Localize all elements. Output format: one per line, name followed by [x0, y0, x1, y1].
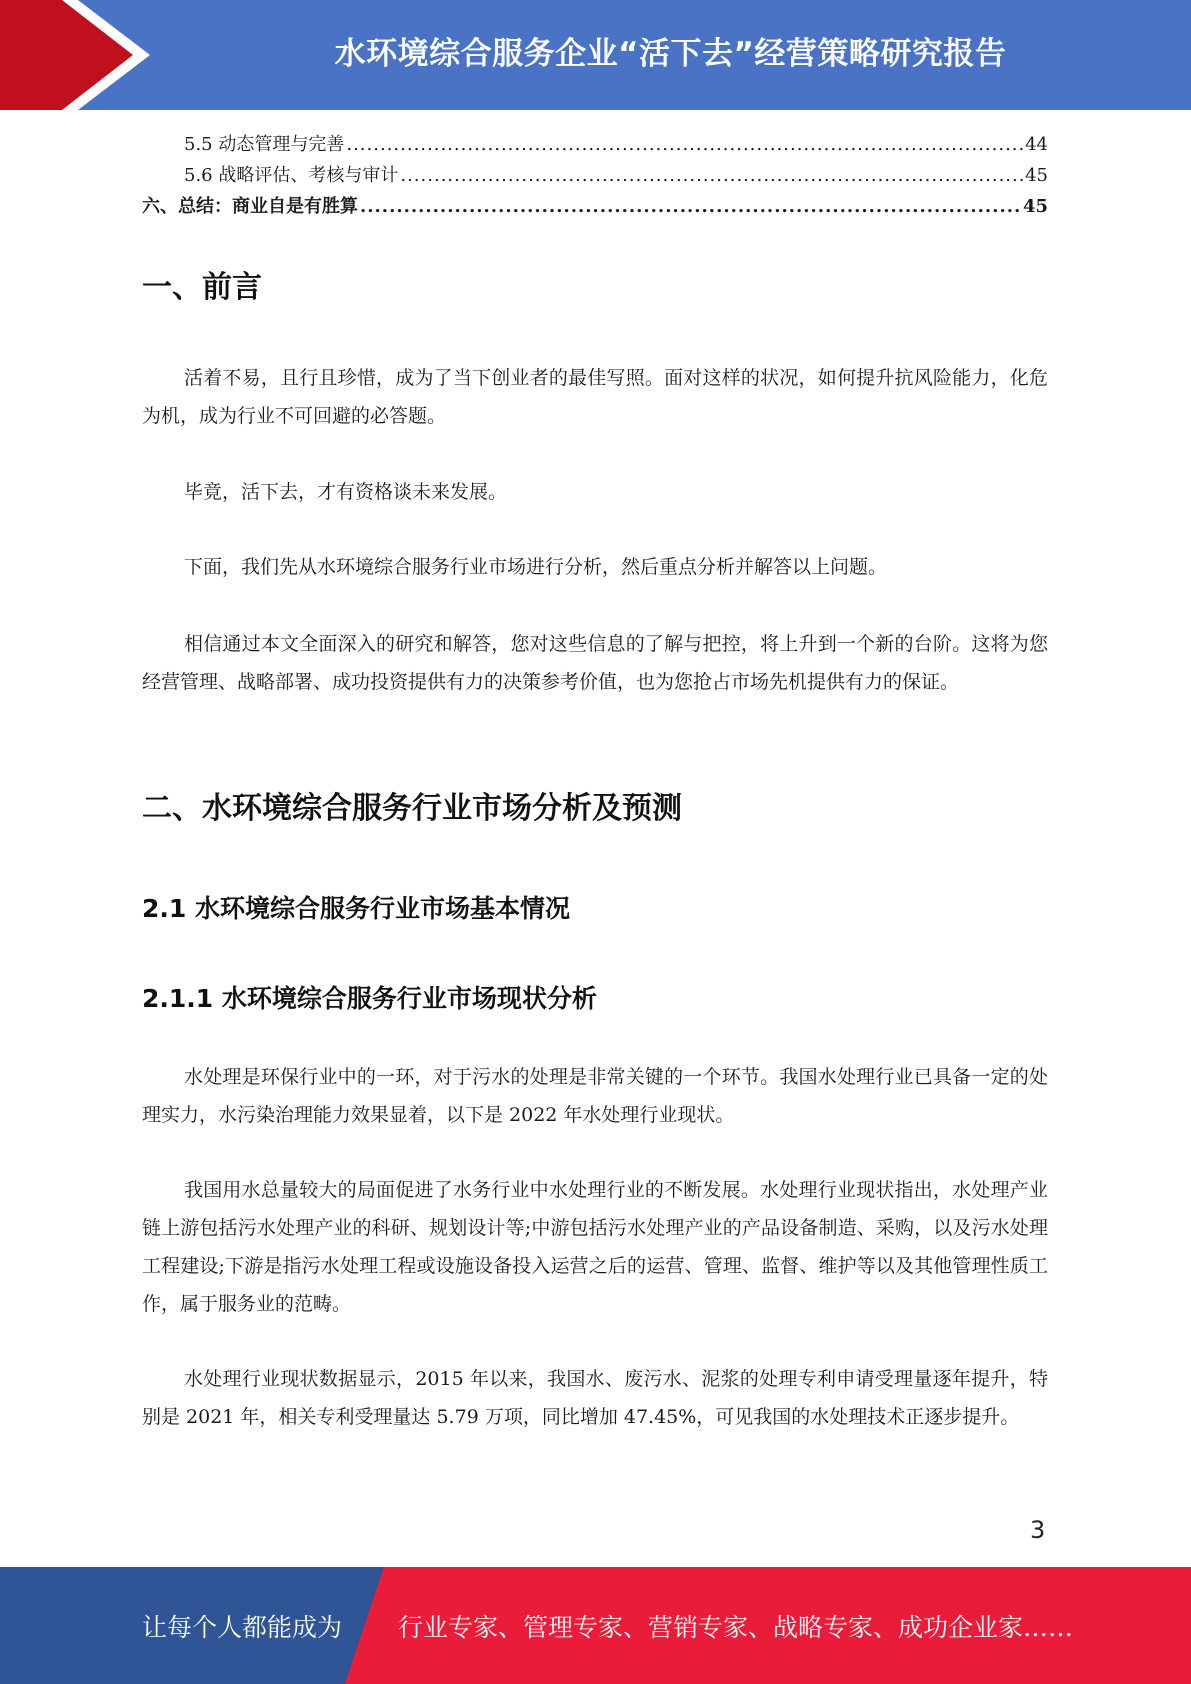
toc-item[interactable]: [142, 130, 1048, 161]
toc-item-page: 45: [1022, 196, 1048, 217]
toc-item[interactable]: [142, 161, 1048, 192]
paragraph: 相信通过本文全面深入的研究和解答，您对这些信息的了解与把控，将上升到一个新的台阶。这将为您经营管理、战略部署、成功投资提供有力的决策参考价值，也为您抢占市场先机提供有力的保证。: [142, 633, 1048, 693]
subsection-heading: 2.1 水环境综合服务行业市场基本情况: [142, 894, 570, 923]
subsubsection-heading: 2.1.1 水环境综合服务行业市场现状分析: [142, 984, 597, 1013]
toc-leader: [400, 165, 1023, 186]
footer-band: [0, 1567, 1191, 1684]
section-heading-market: 二、水环境综合服务行业市场分析及预测: [142, 791, 682, 826]
paragraph: 毕竟，活下去，才有资格谈未来发展。: [184, 481, 508, 503]
paragraph: 我国用水总量较大的局面促进了水务行业中水处理行业的不断发展。水处理行业现状指出，水处理产业链上游包括污水处理产业的科研、规划设计等;中游包括污水处理产业的产品设备制造、采购，以及污水处理工程建设;下游是指污水处理工程或设施设备投入运营之后的运营、管理、监督、维护等以及其他管理性质工作，属于服务业的范畴。: [142, 1179, 1048, 1315]
paragraph: 水处理是环保行业中的一环，对于污水的处理是非常关键的一个环节。我国水处理行业已具备一定的处理实力，水污染治理能力效果显着，以下是 2022 年水处理行业现状。: [142, 1066, 1048, 1126]
paragraph: 活着不易，且行且珍惜，成为了当下创业者的最佳写照。面对这样的状况，如何提升抗风险能力，化危为机，成为行业不可回避的必答题。: [142, 367, 1048, 427]
paragraph: 下面，我们先从水环境综合服务行业市场进行分析，然后重点分析并解答以上问题。: [184, 556, 888, 578]
paragraph: 水处理行业现状数据显示，2015 年以来，我国水、废污水、泥浆的处理专利申请受理量逐年提升，特别是 2021 年，相关专利受理量达 5.79 万项，同比增加 47.45%，可见我国的水处理技术正逐步提升。: [142, 1368, 1048, 1428]
toc-item-label: 六、总结：商业自是有胜算: [142, 196, 358, 217]
toc-item-page: 44: [1025, 134, 1048, 155]
toc-item[interactable]: [142, 192, 1048, 223]
toc-item-label: 5.5 动态管理与完善: [184, 134, 345, 155]
footer-slogan-right: 行业专家、管理专家、营销专家、战略专家、成功企业家……: [398, 1612, 1074, 1642]
page-number: 3: [1030, 1516, 1046, 1544]
toc-item-page: 45: [1025, 165, 1048, 186]
toc-leader: [360, 196, 1021, 217]
header-band: [0, 0, 1191, 110]
table-of-contents: [142, 130, 1048, 223]
toc-leader: [346, 134, 1023, 155]
header-arrow-icon: [0, 0, 160, 110]
section-heading-preface: 一、前言: [142, 270, 262, 305]
toc-item-label: 5.6 战略评估、考核与审计: [184, 165, 399, 186]
report-title: 水环境综合服务企业“活下去”经营策略研究报告: [334, 35, 1007, 72]
footer-slogan-left: 让每个人都能成为: [142, 1612, 343, 1642]
